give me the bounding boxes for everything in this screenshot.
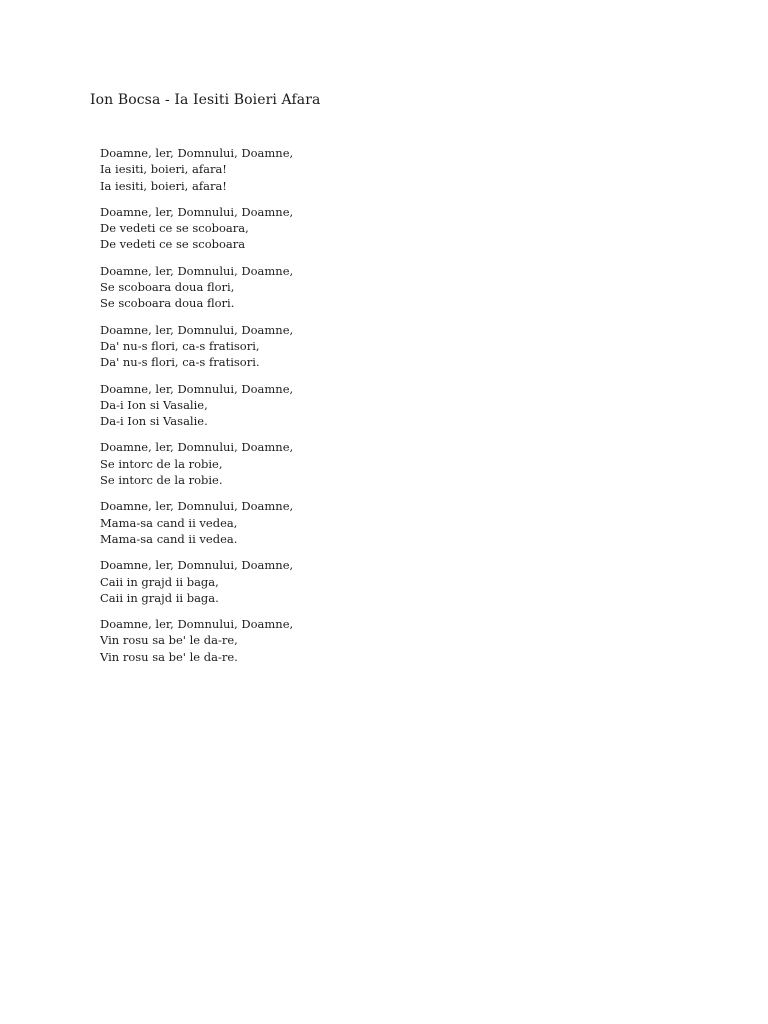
lyric-line: Caii in grajd ii baga, xyxy=(100,574,219,589)
lyric-line: Se intorc de la robie, xyxy=(100,456,223,471)
lyric-line: Ia iesiti, boieri, afara! xyxy=(100,178,227,193)
lyric-line: Caii in grajd ii baga. xyxy=(100,590,219,605)
stanza xyxy=(100,439,293,488)
stanza xyxy=(100,557,293,606)
document-title: Ion Bocsa - Ia Iesiti Boieri Afara xyxy=(90,92,321,108)
lyric-line: Doamne, ler, Domnului, Doamne, xyxy=(100,381,294,396)
lyric-line: De vedeti ce se scoboara xyxy=(100,237,246,252)
lyric-line: Se scoboara doua flori, xyxy=(100,280,235,295)
lyric-line: Se intorc de la robie. xyxy=(100,473,223,488)
lyric-line: Vin rosu sa be' le da-re, xyxy=(100,633,238,648)
lyric-line: Vin rosu sa be' le da-re. xyxy=(100,649,238,664)
lyric-line: Da' nu-s flori, ca-s fratisori, xyxy=(100,338,260,353)
lyric-line: Da-i Ion si Vasalie, xyxy=(100,397,208,412)
lyric-line: Da' nu-s flori, ca-s fratisori. xyxy=(100,355,260,370)
stanza xyxy=(100,145,293,194)
stanza xyxy=(100,498,293,547)
stanza xyxy=(100,263,293,312)
lyric-line: Mama-sa cand ii vedea. xyxy=(100,531,238,546)
stanza xyxy=(100,322,293,371)
stanza xyxy=(100,616,293,665)
lyric-line: Doamne, ler, Domnului, Doamne, xyxy=(100,322,294,337)
stanza xyxy=(100,204,293,253)
lyric-line: Doamne, ler, Domnului, Doamne, xyxy=(100,146,294,160)
lyric-line: Doamne, ler, Domnului, Doamne, xyxy=(100,617,294,632)
stanza xyxy=(100,381,293,430)
lyric-line: Doamne, ler, Domnului, Doamne, xyxy=(100,499,294,514)
lyric-line: Ia iesiti, boieri, afara! xyxy=(100,162,227,177)
lyric-line: Doamne, ler, Domnului, Doamne, xyxy=(100,204,294,219)
lyric-line: Se scoboara doua flori. xyxy=(100,296,235,311)
lyric-line: Mama-sa cand ii vedea, xyxy=(100,515,238,530)
lyric-line: Doamne, ler, Domnului, Doamne, xyxy=(100,558,294,573)
lyrics-body xyxy=(100,145,293,675)
lyric-line: De vedeti ce se scoboara, xyxy=(100,221,249,236)
lyric-line: Da-i Ion si Vasalie. xyxy=(100,414,208,429)
lyric-line: Doamne, ler, Domnului, Doamne, xyxy=(100,440,294,455)
lyric-line: Doamne, ler, Domnului, Doamne, xyxy=(100,263,294,278)
